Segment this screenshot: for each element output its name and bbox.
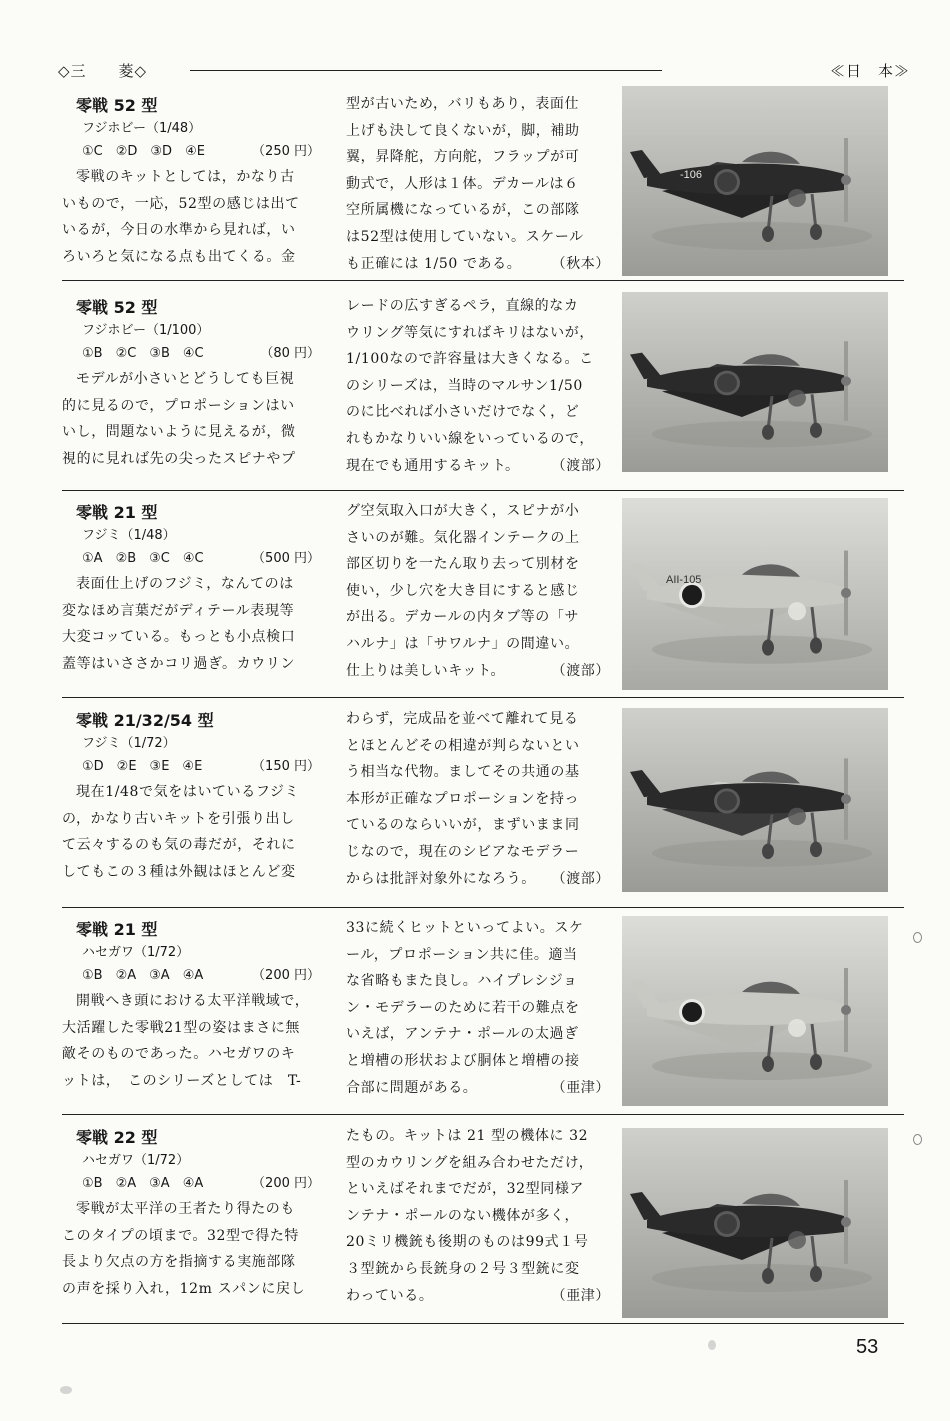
rating-4: ④C — [182, 346, 204, 361]
kit-price: （250 円） — [252, 144, 320, 159]
rating-1: ①B — [82, 968, 103, 983]
kit-price: （200 円） — [252, 968, 320, 983]
review-left-column — [62, 703, 328, 885]
review-line: いし，問題ないように見えるが，微 — [62, 424, 296, 441]
kit-ratings — [62, 140, 328, 164]
review-right-column — [346, 703, 614, 892]
review-line: ているのならいいが，まずいまま同 — [346, 817, 580, 834]
kit-title: 零戦 21 型 — [76, 920, 158, 939]
rating-3: ③A — [149, 968, 170, 983]
kit-ratings — [62, 755, 328, 779]
paper-smudge — [60, 1386, 72, 1394]
review-line: いえば，アンテナ・ポールの太過ぎ — [346, 1026, 579, 1043]
kit-ratings — [62, 964, 328, 988]
rating-4: ④E — [185, 144, 205, 159]
review-left-column — [62, 495, 328, 677]
kit-title: 零戦 21/32/54 型 — [76, 711, 214, 730]
kit-ratings — [62, 547, 328, 571]
review-line: 型が古いため，バリもあり，表面仕 — [346, 96, 580, 112]
rating-1: ①B — [82, 346, 103, 361]
rating-1: ①D — [82, 759, 104, 774]
review-right-column — [346, 912, 614, 1101]
aircraft-model-photo — [622, 916, 888, 1106]
maker-label: ◇三 菱◇ — [58, 62, 148, 80]
kit-maker-scale: ハセガワ（1/72） — [82, 1153, 190, 1168]
review-line: 20ミリ機銃も後期のものは99式１号 — [346, 1234, 589, 1251]
review-text-continued — [346, 1123, 614, 1309]
review-line: 零戦が太平洋の王者たり得たのも — [76, 1201, 295, 1217]
review-left-column — [62, 88, 328, 270]
review-line: 長より欠点の方を指摘する実施部隊 — [62, 1254, 296, 1271]
review-line: 合部に問題がある。 （亜津） — [346, 1075, 614, 1102]
reviewer-name: （渡部） — [551, 457, 610, 474]
review-line: 敵そのものであった。ハセガワのキ — [62, 1046, 296, 1063]
rating-1: ①B — [82, 1176, 103, 1191]
rating-1: ①A — [82, 551, 103, 566]
review-text — [62, 1196, 328, 1302]
review-line: 動式で，人形は１体。デカールは６ — [346, 175, 579, 192]
review-line: 開戦へき頭における太平洋戦域で， — [76, 993, 310, 1009]
review-line: といえばそれまでだが，32型同様ア — [346, 1181, 585, 1198]
kit-ratings — [62, 342, 328, 366]
review-text — [62, 779, 328, 885]
review-line: は52型は使用していない。スケール — [346, 228, 584, 245]
kit-ratings — [62, 1172, 328, 1196]
review-line: ン・モデラーのために若干の難点を — [346, 999, 580, 1016]
aircraft-model-photo — [622, 1128, 888, 1318]
review-line: とほとんどその相違が判らないとい — [346, 737, 580, 754]
review-right-column — [346, 290, 614, 479]
rating-2: ②A — [115, 1176, 137, 1191]
review-line: 型のカウリングを組み合わせただけ， — [346, 1154, 594, 1171]
reviewer-name: （秋本） — [551, 255, 610, 272]
review-text-continued — [346, 293, 614, 479]
kit-price: （200 円） — [252, 1176, 320, 1191]
review-line: ろいろと気になる点も出てくる。金 — [62, 248, 296, 265]
review-line: 変なほめ言葉だがディテール表現等 — [62, 602, 295, 619]
review-line: ンテナ・ポールのない機体が多く， — [346, 1207, 580, 1224]
page-number: 53 — [856, 1336, 879, 1358]
review-line: う相当な代物。ましてその共通の基 — [346, 764, 580, 781]
rating-3: ③B — [149, 346, 170, 361]
kit-title: 零戦 22 型 — [76, 1128, 158, 1147]
review-line: のシリーズは，当時のマルサン1/50 — [346, 377, 583, 394]
review-text-continued — [346, 498, 614, 684]
review-line: 現在1/48で気をはいているフジミ — [76, 784, 300, 800]
review-text-continued — [346, 706, 614, 892]
review-line: 的に見るので，プロポーションはい — [62, 397, 295, 414]
review-line: て云々するのも気の毒だが，それに — [62, 837, 296, 854]
rating-3: ③E — [149, 759, 170, 774]
review-line: が出る。デカールの内タブ等の「サ — [346, 609, 580, 626]
rating-2: ②C — [115, 346, 137, 361]
kit-title: 零戦 21 型 — [76, 503, 158, 522]
review-text-continued — [346, 91, 614, 277]
rating-2: ②D — [115, 144, 138, 159]
aircraft-model-photo — [622, 86, 888, 276]
review-line: レードの広すぎるペラ，直線的なカ — [346, 298, 579, 314]
aircraft-model-photo — [622, 708, 888, 892]
kit-review-entry — [62, 1120, 904, 1324]
review-line: いもので，一応，52型の感じは出て — [62, 195, 300, 212]
review-line: さいのが難。気化器インテークの上 — [346, 529, 580, 546]
review-line: 翼，昇降舵，方向舵，フラップが可 — [346, 149, 580, 166]
kit-maker-scale: ハセガワ（1/72） — [82, 945, 190, 960]
review-line: ３型銃から長銃身の２号３型銃に変 — [346, 1260, 580, 1277]
kit-price: （500 円） — [252, 551, 320, 566]
reviewer-name: （亜津） — [551, 1079, 610, 1096]
review-line: の，かなり古いキットを引張り出し — [62, 810, 295, 827]
review-text-continued — [346, 915, 614, 1101]
review-line: わっている。 （亜津） — [346, 1283, 614, 1310]
review-line: 33に続くヒットといってよい。スケ — [346, 920, 584, 936]
page-header — [58, 60, 910, 84]
review-line: 1/100なので許容量は大きくなる。こ — [346, 351, 594, 368]
review-line: の声を採り入れ，12m スパンに戻し — [62, 1280, 306, 1297]
review-line: 空所属機になっているが，この部隊 — [346, 202, 580, 219]
margin-punch-mark — [913, 932, 922, 943]
country-label: ≪日 本≫ — [829, 62, 910, 80]
kit-review-entry — [62, 703, 904, 908]
review-line: 部区切りを一たん取り去って別材を — [346, 556, 580, 573]
margin-punch-mark — [913, 1134, 922, 1145]
review-left-column — [62, 290, 328, 472]
reviewer-name: （亜津） — [551, 1287, 610, 1304]
review-line: ール，プロポーション共に佳。適当 — [346, 946, 578, 963]
rating-3: ③D — [150, 144, 173, 159]
kit-maker-scale: フジホビー（1/100） — [82, 323, 210, 338]
rating-4: ④E — [182, 759, 203, 774]
aircraft-marking: -106 — [680, 169, 703, 181]
review-line: してもこの３種は外観はほとんど変 — [62, 863, 296, 880]
review-line: このタイプの頃まで。32型で得た特 — [62, 1227, 300, 1244]
review-left-column — [62, 1120, 328, 1302]
review-line: 仕上りは美しいキット。 （渡部） — [346, 658, 614, 685]
review-right-column — [346, 1120, 614, 1309]
kit-title: 零戦 52 型 — [76, 298, 158, 317]
rating-4: ④C — [182, 551, 204, 566]
review-right-column — [346, 495, 614, 684]
header-rule — [190, 70, 662, 71]
paper-smudge — [708, 1340, 716, 1350]
review-line: わらず，完成品を並べて離れて見る — [346, 711, 579, 727]
review-line: 現在でも通用するキット。 （渡部） — [346, 453, 614, 480]
review-line: 上げも決して良くないが，脚，補助 — [346, 122, 580, 139]
review-line: じなので，現在のシビアなモデラー — [346, 843, 580, 860]
review-line: ウリング等気にすればキリはないが， — [346, 324, 594, 341]
rating-2: ②B — [115, 551, 137, 566]
review-line: ットは， このシリーズとしては T- — [62, 1072, 302, 1089]
aircraft-model-photo — [622, 498, 888, 690]
kit-title: 零戦 52 型 — [76, 96, 158, 115]
kit-price: （80 円） — [260, 346, 320, 361]
kit-maker-scale: フジミ（1/72） — [82, 736, 176, 751]
review-line: も正確には 1/50 である。 （秋本） — [346, 251, 614, 278]
review-line: いるが，今日の水準から見れば，い — [62, 222, 296, 239]
review-line: たもの。キットは 21 型の機体に 32 — [346, 1128, 589, 1144]
review-right-column — [346, 88, 614, 277]
review-text — [62, 366, 328, 472]
kit-review-entry — [62, 912, 904, 1115]
review-line: からは批評対象外になろう。 （渡部） — [346, 866, 614, 893]
aircraft-model-photo — [622, 292, 888, 472]
kit-review-entry — [62, 495, 904, 698]
aircraft-marking: AII-105 — [666, 573, 702, 586]
review-left-column — [62, 912, 328, 1094]
review-line: 視的に見れば先の尖ったスピナやプ — [62, 450, 296, 467]
rating-4: ④A — [182, 1176, 204, 1191]
review-line: ハルナ」は「サワルナ」の間違い。 — [346, 635, 580, 652]
rating-2: ②E — [116, 759, 137, 774]
review-text — [62, 988, 328, 1094]
reviewer-name: （渡部） — [551, 662, 610, 679]
review-line: のに比べれば小さいだけでなく，ど — [346, 404, 580, 421]
review-line: な省略もまた良し。ハイプレシジョ — [346, 973, 578, 990]
rating-3: ③C — [149, 551, 170, 566]
kit-price: （150 円） — [252, 759, 320, 774]
review-line: 表面仕上げのフジミ，なんてのは — [76, 576, 294, 592]
kit-review-entry — [62, 88, 904, 281]
review-line: 本形が正確なプロポーションを持っ — [346, 790, 580, 807]
review-line: モデルが小さいとどうしても巨視 — [76, 371, 295, 387]
rating-3: ③A — [149, 1176, 170, 1191]
rating-1: ①C — [82, 144, 103, 159]
review-line: 大活躍した零戦21型の姿はまさに無 — [62, 1019, 301, 1036]
rating-2: ②A — [115, 968, 137, 983]
review-line: グ空気取入口が大きく，スピナが小 — [346, 503, 580, 519]
review-line: 大変コッている。もっとも小点検口 — [62, 629, 296, 646]
review-line: 使い，少し穴を大き目にすると感じ — [346, 582, 580, 599]
review-line: れもかなりいい線をいっているので， — [346, 430, 594, 447]
kit-review-entry — [62, 290, 904, 491]
review-text — [62, 164, 328, 270]
review-line: 蓋等はいささかコリ過ぎ。カウリン — [62, 655, 296, 672]
rating-4: ④A — [182, 968, 204, 983]
kit-maker-scale: フジミ（1/48） — [82, 528, 176, 543]
review-line: と増槽の形状および胴体と増槽の接 — [346, 1052, 580, 1069]
review-text — [62, 571, 328, 677]
review-line: 零戦のキットとしては，かなり古 — [76, 169, 295, 185]
kit-maker-scale: フジホビー（1/48） — [82, 121, 202, 136]
reviewer-name: （渡部） — [551, 870, 610, 887]
